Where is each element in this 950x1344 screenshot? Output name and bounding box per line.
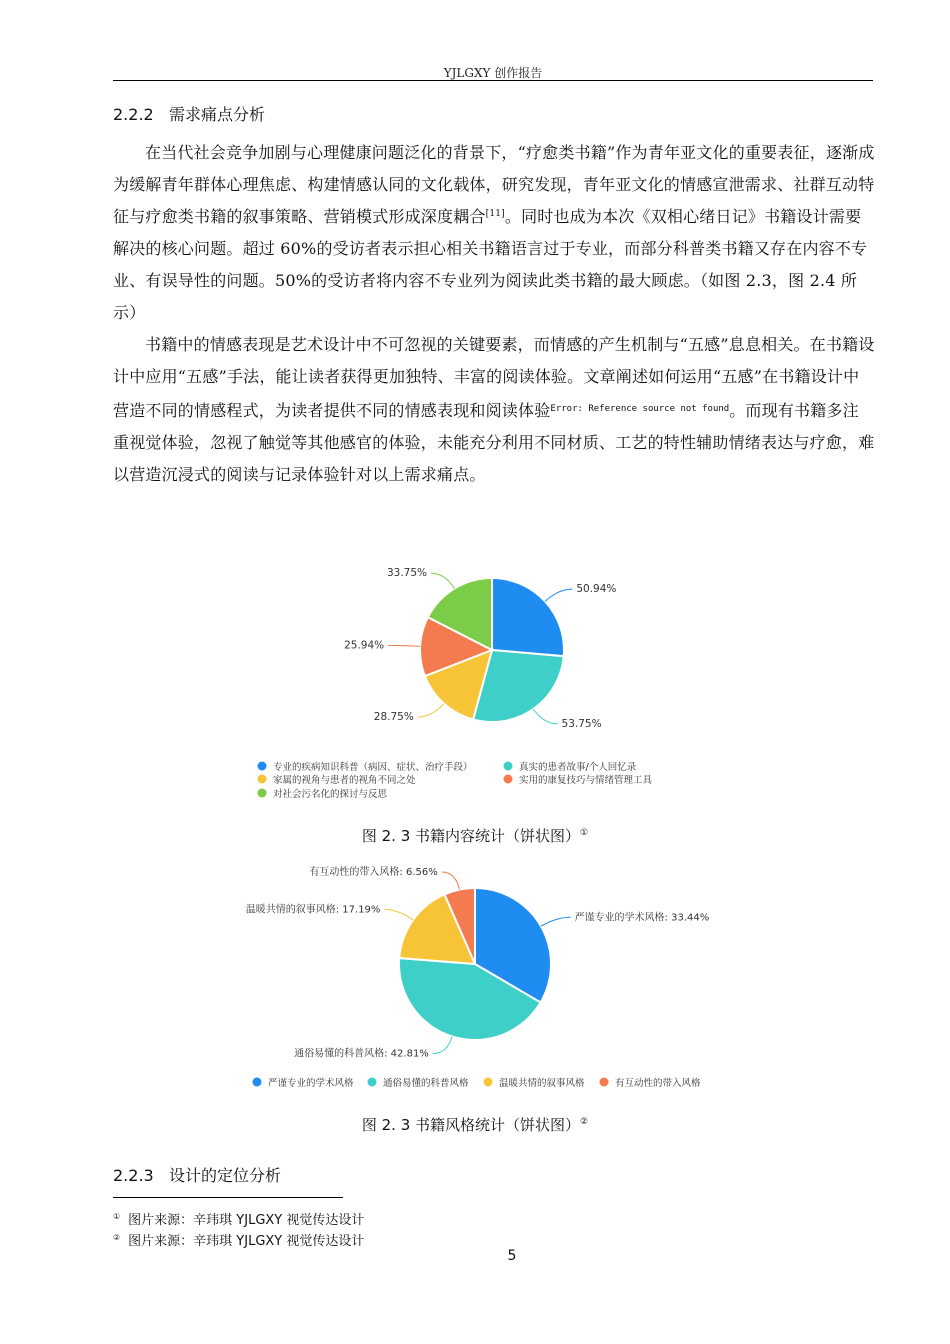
slice-label: 33.75% [386,567,428,580]
footnote-ref: ② [580,1117,589,1127]
legend-label: 家属的视角与患者的视角不同之处 [273,775,416,786]
slice-label: 有互动性的带入风格: 6.56% [309,866,438,878]
legend-label: 温暖共情的叙事风格 [499,1078,585,1089]
paragraph-text: 在当代社会竞争加剧与心理健康问题泛化的背景下，“疗愈类书籍”作为青年亚文化的重要表征，逐渐成为缓解青年群体心理焦虑、构建情感认同的文化载体，研究发现，青年亚文化的情感宣泄需求、社群互动特征与疗愈类书籍的叙事策略、营销模式形成深度耦合 [113,143,875,226]
slice-label: 50.94% [576,583,617,596]
footnote-mark: ① [113,1212,121,1221]
legend-label: 通俗易懂的科普风格 [383,1078,469,1089]
legend-swatch [368,1078,377,1087]
label-leader [433,1037,452,1054]
caption-text: 图 2. 3 书籍内容统计（饼状图） [361,827,581,845]
footnote-text: 图片来源：辛玮琪 YJLGXY 视觉传达设计 [128,1213,365,1228]
page-header: YJLGXY 创作报告 [443,66,543,80]
legend-swatch [484,1078,493,1087]
label-leader [384,909,413,919]
figure-caption-style [0,1114,950,1135]
section-heading-2-2-3 [113,1163,281,1186]
legend-label: 有互动性的带入风格 [615,1078,701,1089]
legend-label: 严谨专业的学术风格 [268,1078,354,1089]
section-number: 2.2.3 [113,1166,154,1185]
footnote-rule [113,1197,343,1198]
section-title: 设计的定位分析 [169,1166,282,1185]
slice-label: 严谨专业的学术风格: 33.44% [574,912,710,924]
figure-caption-content [0,825,950,846]
section-title: 需求痛点分析 [169,105,266,124]
legend-label: 真实的患者故事/个人回忆录 [519,762,637,773]
legend-label: 实用的康复技巧与情绪管理工具 [519,775,653,786]
footnote-2 [113,1230,364,1249]
footnote-mark: ② [113,1233,121,1242]
legend-label: 专业的疾病知识科普（病因、症状、治疗手段） [273,762,473,773]
legend-swatch [253,1078,262,1087]
caption-text: 图 2. 3 书籍风格统计（饼状图） [361,1116,581,1134]
slice-label: 53.75% [561,717,602,730]
footnote-1 [113,1209,364,1228]
legend-label: 对社会污名化的探讨与反思 [273,789,388,800]
label-leader [541,917,571,926]
footnote-text: 图片来源：辛玮琪 YJLGXY 视觉传达设计 [128,1234,365,1249]
paragraph-text: 。同时也成为本次《双相心绪日记》书籍设计需要解决的核心问题。超过 60%的受访者表示担心相关书籍语言过于专业，而部分科普类书籍又存在内容不专业、有误导性的问题。50%的受访者将内容不专业列为阅读此类书籍的最大顾虑。（如图 2.3，图 2.4 所示） [113,207,868,322]
page-number: 5 [507,1248,517,1264]
slice-label: 28.75% [373,710,414,723]
slice-label: 25.94% [344,639,385,652]
section-number: 2.2.2 [113,105,154,124]
paragraph-text: 书籍中的情感表现是艺术设计中不可忽视的关键要素，而情感的产生机制与“五感”息息相关。在书籍设计中应用“五感”手法，能让读者获得更加独特、丰富的阅读体验。文章阐述如何运用“五感”在书籍设计中营造不同的情感程式，为读者提供不同的情感表现和阅读体验 [113,335,875,420]
footnote-ref: ① [580,828,589,838]
citation-ref: [11] [485,209,505,219]
legend-swatch [600,1078,609,1087]
error-reference: Error: Reference source not found [550,404,730,414]
paragraph-text: 。而现有书籍多注重视觉体验，忽视了触觉等其他感官的体验，未能充分利用不同材质、工艺的特性辅助情绪表达与疗愈，难以营造沉浸式的阅读与记录体验针对以上需求痛点。 [113,401,875,484]
label-leader [442,872,460,890]
slice-label: 温暖共情的叙事风格: 17.19% [245,904,381,916]
slice-label: 通俗易懂的科普风格: 42.81% [294,1048,429,1060]
